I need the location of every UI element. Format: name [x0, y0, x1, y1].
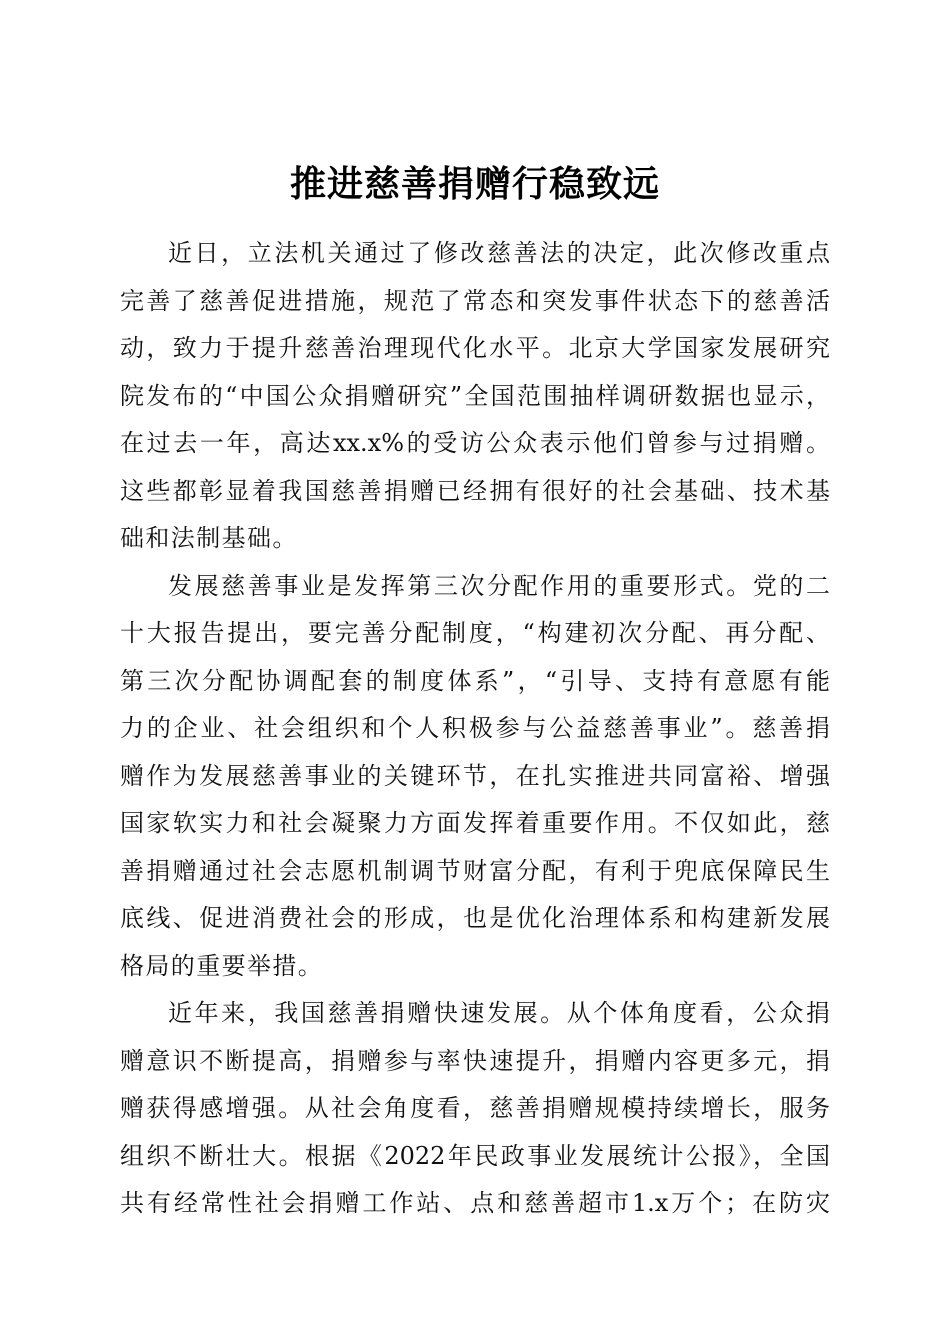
paragraph-line: 近日，立法机关通过了修改慈善法的决定，此次修改重点: [168, 239, 830, 267]
paragraph-line: 赠获得感增强。从社会角度看，慈善捐赠规模持续增长，服务: [120, 1094, 830, 1122]
paragraph-2: [120, 563, 830, 991]
paragraph-line: 十大报告提出，要完善分配制度，“构建初次分配、再分配、: [120, 619, 830, 647]
paragraph-line: 赠意识不断提高，捐赠参与率快速提升，捐赠内容更多元，捐: [120, 1046, 830, 1075]
paragraph-line: 第三次分配协调配套的制度体系”，“引导、支持有意愿有能: [120, 666, 830, 695]
document-body: [120, 230, 830, 1228]
paragraph-line: 院发布的“中国公众捐赠研究”全国范围抽样调研数据也显示，: [120, 381, 830, 410]
paragraph-line: 这些都彰显着我国慈善捐赠已经拥有很好的社会基础、技术基: [120, 476, 830, 505]
paragraph-line: 发展慈善事业是发挥第三次分配作用的重要形式。党的二: [168, 571, 830, 600]
paragraph-line: 力的企业、社会组织和个人积极参与公益慈善事业”。慈善捐: [120, 714, 830, 742]
paragraph-1: [120, 230, 830, 563]
paragraph-line: 共有经常性社会捐赠工作站、点和慈善超市1.x万个；在防灾: [120, 1189, 830, 1217]
paragraph-line: 础和法制基础。: [120, 524, 298, 552]
paragraph-line: 底线、促进消费社会的形成，也是优化治理体系和构建新发展: [120, 904, 830, 932]
paragraph-line: 动，致力于提升慈善治理现代化水平。北京大学国家发展研究: [120, 334, 830, 362]
paragraph-line: 赠作为发展慈善事业的关键环节，在扎实推进共同富裕、增强: [120, 761, 830, 790]
paragraph-line: 格局的重要举措。: [120, 951, 324, 980]
paragraph-line: 完善了慈善促进措施，规范了常态和突发事件状态下的慈善活: [120, 286, 830, 315]
paragraph-line: 近年来，我国慈善捐赠快速发展。从个体角度看，公众捐: [168, 999, 830, 1027]
paragraph-line: 善捐赠通过社会志愿机制调节财富分配，有利于兜底保障民生: [120, 856, 830, 885]
paragraph-line: 国家软实力和社会凝聚力方面发挥着重要作用。不仅如此，慈: [120, 809, 830, 837]
paragraph-3: [120, 990, 830, 1228]
paragraph-line: 组织不断壮大。根据《2022年民政事业发展统计公报》，全国: [120, 1141, 830, 1170]
paragraph-line: 在过去一年，高达xx.x%的受访公众表示他们曾参与过捐赠。: [120, 429, 830, 457]
document-title: 推进慈善捐赠行稳致远: [289, 163, 660, 206]
